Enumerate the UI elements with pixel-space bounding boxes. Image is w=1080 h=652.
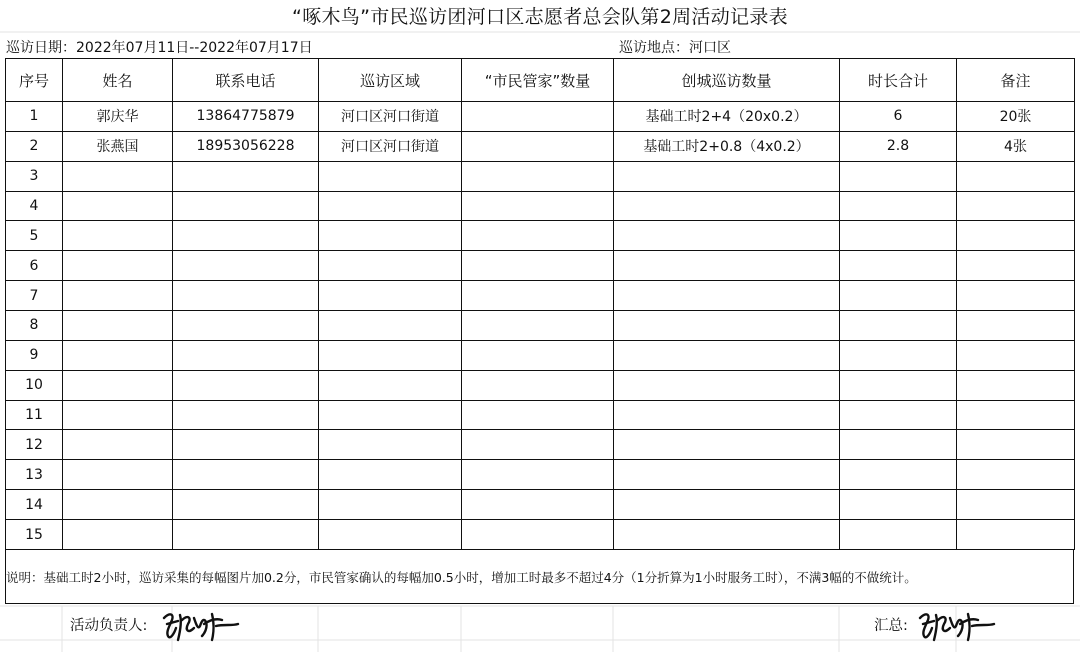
table-row xyxy=(6,102,1075,132)
cell-index: 14 xyxy=(6,490,63,520)
cell-index: 3 xyxy=(6,161,63,191)
cell-patrol-count: 基础工时2+4（20x0.2） xyxy=(614,102,840,132)
note-text: 说明：基础工时2小时，巡访采集的每幅图片加0.2分，市民管家确认的每幅加0.5小时，增加工时最多不超过4分（1分折算为1小时服务工时），不满3幅的不做统计。 xyxy=(6,570,917,585)
responsible-signature-icon xyxy=(158,606,242,646)
cell-patrol-count xyxy=(614,221,840,251)
cell-steward-count xyxy=(462,311,614,341)
table-body xyxy=(6,102,1075,550)
cell-total-hours xyxy=(840,400,957,430)
cell-total-hours xyxy=(840,281,957,311)
table-row xyxy=(6,311,1075,341)
cell-steward-count xyxy=(462,102,614,132)
cell-name xyxy=(63,340,173,370)
sheet-title: “啄木鸟”市民巡访团河口区志愿者总会队第2周活动记录表 xyxy=(292,6,788,28)
cell-remarks xyxy=(957,490,1075,520)
cell-phone xyxy=(173,520,319,550)
table-row xyxy=(6,400,1075,430)
cell-patrol-count xyxy=(614,251,840,281)
cell-total-hours: 6 xyxy=(840,102,957,132)
cell-name xyxy=(63,490,173,520)
cell-patrol-count xyxy=(614,191,840,221)
cell-steward-count xyxy=(462,251,614,281)
table-row xyxy=(6,161,1075,191)
table-row xyxy=(6,490,1075,520)
cell-total-hours xyxy=(840,221,957,251)
cell-name: 郭庆华 xyxy=(63,102,173,132)
table-row xyxy=(6,430,1075,460)
cell-area xyxy=(319,281,462,311)
patrol-place-value: 河口区 xyxy=(689,40,731,56)
header-total-hours: 时长合计 xyxy=(840,59,957,102)
cell-patrol-count xyxy=(614,430,840,460)
cell-patrol-count xyxy=(614,281,840,311)
cell-index: 4 xyxy=(6,191,63,221)
cell-total-hours xyxy=(840,370,957,400)
cell-steward-count xyxy=(462,490,614,520)
cell-name xyxy=(63,430,173,460)
cell-area xyxy=(319,490,462,520)
cell-name xyxy=(63,251,173,281)
cell-area xyxy=(319,370,462,400)
cell-patrol-count xyxy=(614,311,840,341)
responsible-person-label: 活动负责人: xyxy=(70,618,148,634)
cell-total-hours xyxy=(840,430,957,460)
cell-remarks xyxy=(957,311,1075,341)
patrol-place xyxy=(619,39,731,57)
cell-name: 张燕国 xyxy=(63,131,173,161)
cell-phone: 13864775879 xyxy=(173,102,319,132)
cell-area xyxy=(319,430,462,460)
table-row xyxy=(6,340,1075,370)
cell-area xyxy=(319,191,462,221)
cell-remarks xyxy=(957,191,1075,221)
cell-total-hours xyxy=(840,490,957,520)
cell-steward-count xyxy=(462,400,614,430)
cell-patrol-count xyxy=(614,340,840,370)
cell-name xyxy=(63,221,173,251)
cell-phone: 18953056228 xyxy=(173,131,319,161)
cell-remarks: 20张 xyxy=(957,102,1075,132)
header-name: 姓名 xyxy=(63,59,173,102)
summary-signature-icon xyxy=(914,606,998,646)
cell-remarks xyxy=(957,520,1075,550)
cell-name xyxy=(63,370,173,400)
cell-index: 7 xyxy=(6,281,63,311)
patrol-date-value: 2022年07月11日--2022年07月17日 xyxy=(76,40,313,56)
cell-index: 1 xyxy=(6,102,63,132)
cell-steward-count xyxy=(462,460,614,490)
cell-steward-count xyxy=(462,131,614,161)
cell-area xyxy=(319,400,462,430)
cell-remarks: 4张 xyxy=(957,131,1075,161)
table-row xyxy=(6,131,1075,161)
cell-patrol-count xyxy=(614,490,840,520)
table-row xyxy=(6,221,1075,251)
cell-remarks xyxy=(957,400,1075,430)
cell-name xyxy=(63,460,173,490)
cell-remarks xyxy=(957,370,1075,400)
cell-phone xyxy=(173,221,319,251)
table-row xyxy=(6,251,1075,281)
cell-remarks xyxy=(957,251,1075,281)
cell-area xyxy=(319,520,462,550)
summary-label: 汇总: xyxy=(874,618,908,634)
cell-phone xyxy=(173,340,319,370)
cell-steward-count xyxy=(462,370,614,400)
table-row xyxy=(6,460,1075,490)
table-row xyxy=(6,520,1075,550)
cell-total-hours xyxy=(840,311,957,341)
table-header-row xyxy=(6,59,1075,102)
cell-index: 11 xyxy=(6,400,63,430)
cell-remarks xyxy=(957,430,1075,460)
cell-area: 河口区河口街道 xyxy=(319,131,462,161)
header-area: 巡访区域 xyxy=(319,59,462,102)
cell-phone xyxy=(173,311,319,341)
cell-patrol-count xyxy=(614,520,840,550)
patrol-date-label: 巡访日期： xyxy=(6,40,76,56)
cell-steward-count xyxy=(462,221,614,251)
patrol-date xyxy=(6,39,313,57)
cell-phone xyxy=(173,251,319,281)
cell-name xyxy=(63,281,173,311)
cell-index: 2 xyxy=(6,131,63,161)
cell-total-hours xyxy=(840,191,957,221)
cell-steward-count xyxy=(462,161,614,191)
cell-total-hours xyxy=(840,520,957,550)
cell-index: 9 xyxy=(6,340,63,370)
cell-patrol-count xyxy=(614,161,840,191)
cell-patrol-count xyxy=(614,370,840,400)
cell-index: 8 xyxy=(6,311,63,341)
record-table xyxy=(5,58,1075,550)
cell-patrol-count: 基础工时2+0.8（4x0.2） xyxy=(614,131,840,161)
cell-steward-count xyxy=(462,281,614,311)
cell-total-hours xyxy=(840,460,957,490)
cell-remarks xyxy=(957,221,1075,251)
cell-phone xyxy=(173,460,319,490)
cell-area xyxy=(319,251,462,281)
cell-index: 5 xyxy=(6,221,63,251)
cell-area xyxy=(319,340,462,370)
cell-remarks xyxy=(957,161,1075,191)
cell-name xyxy=(63,161,173,191)
cell-phone xyxy=(173,490,319,520)
cell-index: 10 xyxy=(6,370,63,400)
cell-phone xyxy=(173,430,319,460)
cell-patrol-count xyxy=(614,460,840,490)
cell-area: 河口区河口街道 xyxy=(319,102,462,132)
cell-phone xyxy=(173,400,319,430)
cell-steward-count xyxy=(462,520,614,550)
header-steward-count: “市民管家”数量 xyxy=(462,59,614,102)
cell-remarks xyxy=(957,340,1075,370)
cell-index: 12 xyxy=(6,430,63,460)
patrol-place-label: 巡访地点： xyxy=(619,40,689,56)
cell-total-hours xyxy=(840,251,957,281)
header-patrol-count: 创城巡访数量 xyxy=(614,59,840,102)
cell-index: 6 xyxy=(6,251,63,281)
cell-area xyxy=(319,311,462,341)
cell-phone xyxy=(173,281,319,311)
table-row xyxy=(6,370,1075,400)
cell-area xyxy=(319,221,462,251)
cell-total-hours: 2.8 xyxy=(840,131,957,161)
cell-steward-count xyxy=(462,430,614,460)
cell-phone xyxy=(173,370,319,400)
cell-index: 15 xyxy=(6,520,63,550)
header-remarks: 备注 xyxy=(957,59,1075,102)
cell-area xyxy=(319,161,462,191)
cell-name xyxy=(63,520,173,550)
cell-total-hours xyxy=(840,161,957,191)
cell-patrol-count xyxy=(614,400,840,430)
cell-name xyxy=(63,311,173,341)
table-row xyxy=(6,191,1075,221)
cell-remarks xyxy=(957,281,1075,311)
cell-remarks xyxy=(957,460,1075,490)
header-phone: 联系电话 xyxy=(173,59,319,102)
cell-index: 13 xyxy=(6,460,63,490)
table-row xyxy=(6,281,1075,311)
cell-name xyxy=(63,400,173,430)
cell-phone xyxy=(173,191,319,221)
cell-phone xyxy=(173,161,319,191)
cell-area xyxy=(319,460,462,490)
cell-total-hours xyxy=(840,340,957,370)
cell-name xyxy=(63,191,173,221)
header-index: 序号 xyxy=(6,59,63,102)
cell-steward-count xyxy=(462,191,614,221)
cell-steward-count xyxy=(462,340,614,370)
